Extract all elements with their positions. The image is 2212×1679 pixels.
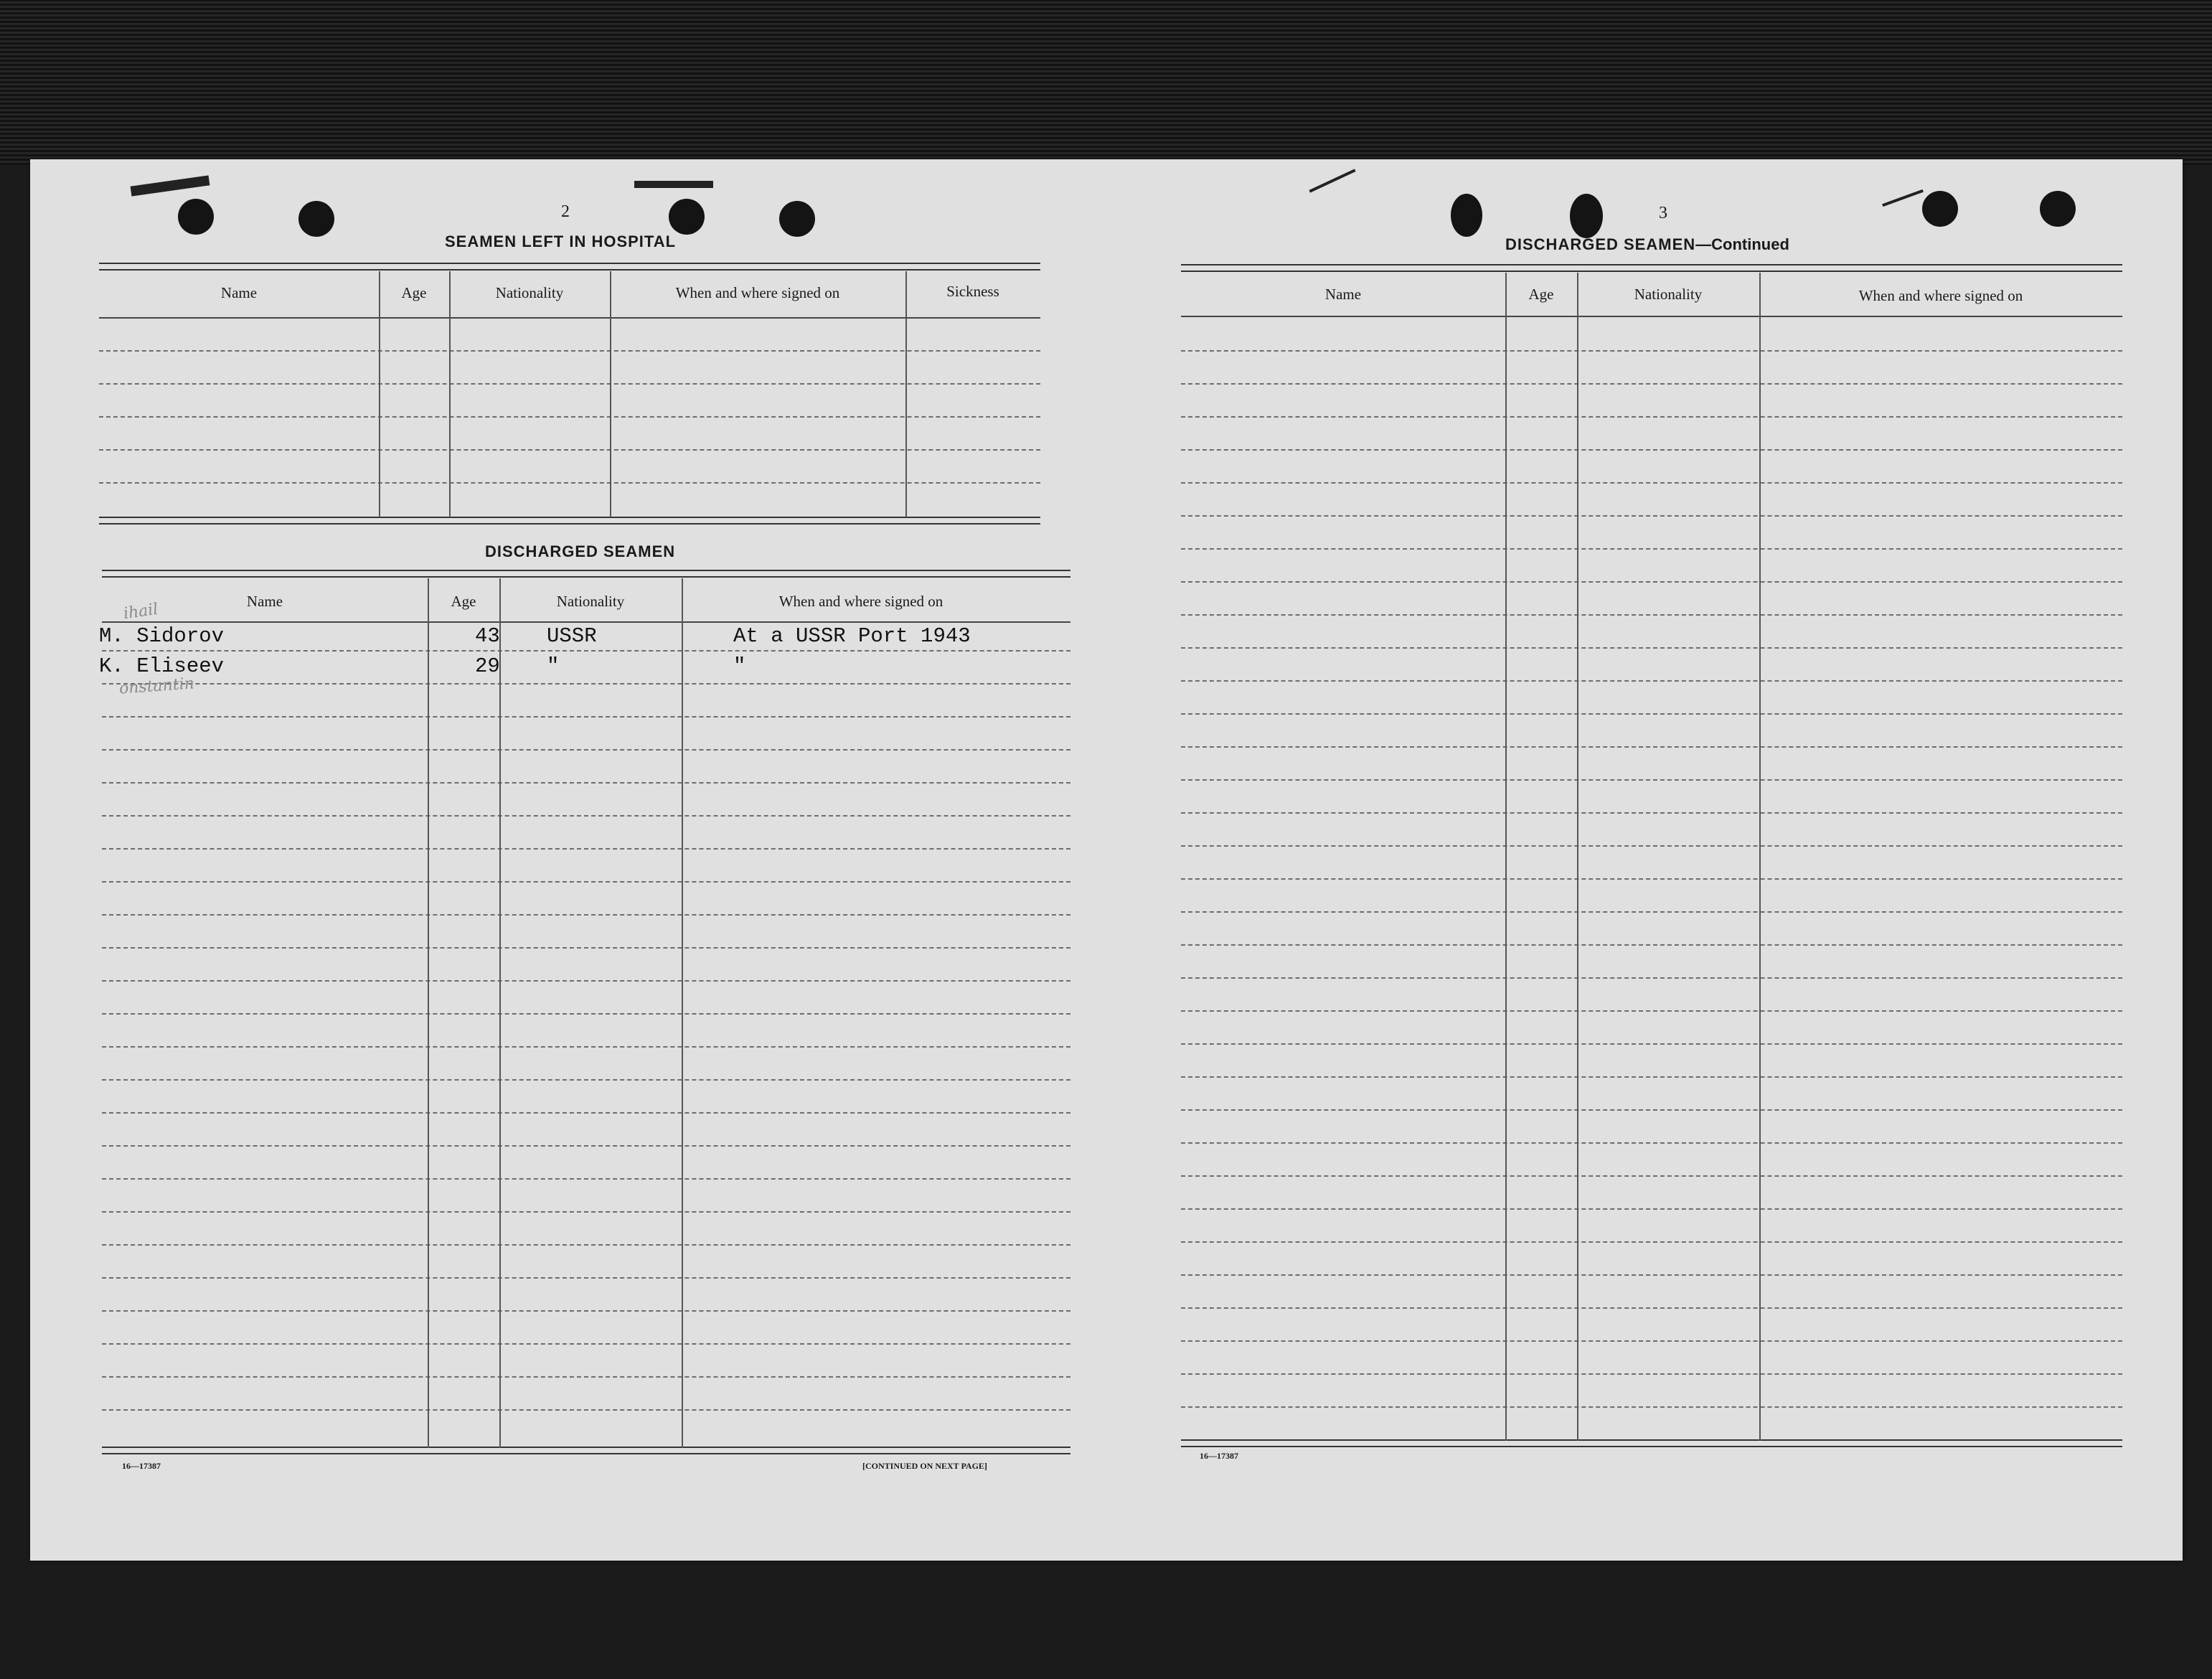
handwritten-annotation: ihail bbox=[122, 600, 159, 624]
punch-hole bbox=[1570, 194, 1603, 238]
discharged-table-right bbox=[1181, 264, 2122, 1455]
col-head-age: Age bbox=[401, 284, 427, 301]
discharged-table-left bbox=[99, 570, 1070, 1617]
col-head-signed-on: When and where signed on bbox=[1858, 287, 2023, 304]
seaman-nationality: USSR bbox=[547, 624, 597, 648]
col-head-signed-on: When and where signed on bbox=[778, 593, 943, 610]
page-number-left: 2 bbox=[561, 202, 570, 221]
discharged-section-title: DISCHARGED SEAMEN bbox=[485, 542, 676, 560]
col-head-nationality: Nationality bbox=[1634, 286, 1703, 303]
seaman-age: 43 bbox=[475, 624, 500, 648]
seaman-nationality: " bbox=[547, 654, 560, 678]
punch-hole bbox=[178, 199, 214, 235]
seaman-name: M. Sidorov bbox=[99, 624, 225, 648]
punch-hole bbox=[298, 201, 334, 237]
punch-hole bbox=[2040, 191, 2076, 227]
continued-note: [CONTINUED ON NEXT PAGE] bbox=[862, 1461, 987, 1471]
punch-hole bbox=[1451, 194, 1482, 237]
seaman-signed-on: At a USSR Port 1943 bbox=[733, 624, 971, 648]
punch-hole bbox=[779, 201, 815, 237]
ink-smudge bbox=[1309, 169, 1355, 192]
col-head-signed-on: When and where signed on bbox=[675, 284, 840, 301]
col-head-name: Name bbox=[1324, 286, 1362, 303]
col-head-age: Age bbox=[1528, 286, 1554, 303]
page-number-right: 3 bbox=[1659, 204, 1667, 222]
discharged-continued-title: DISCHARGED SEAMEN—Continued bbox=[1505, 235, 1789, 253]
handwritten-annotation: onstantin bbox=[118, 674, 195, 698]
punch-hole bbox=[669, 199, 705, 235]
col-head-nationality: Nationality bbox=[556, 593, 625, 610]
col-head-name: Name bbox=[220, 284, 258, 301]
seaman-signed-on: " bbox=[733, 654, 746, 678]
hospital-section-title: SEAMEN LEFT IN HOSPITAL bbox=[445, 232, 677, 250]
form-number-left: 16—17387 bbox=[122, 1461, 161, 1471]
punch-hole bbox=[1922, 191, 1958, 227]
scanner-backdrop bbox=[0, 0, 2212, 165]
ink-smudge bbox=[131, 175, 210, 196]
col-head-name: Name bbox=[246, 593, 283, 610]
seaman-age: 29 bbox=[475, 654, 500, 678]
seaman-name: K. Eliseev bbox=[99, 654, 225, 678]
col-head-age: Age bbox=[451, 593, 476, 610]
ink-smudge bbox=[1882, 189, 1924, 207]
ink-smudge bbox=[634, 181, 713, 188]
form-number-right: 16—17387 bbox=[1200, 1451, 1238, 1461]
ledger-sheet bbox=[30, 159, 2183, 1561]
col-head-sickness: Sickness bbox=[946, 283, 999, 300]
col-head-nationality: Nationality bbox=[495, 284, 564, 301]
